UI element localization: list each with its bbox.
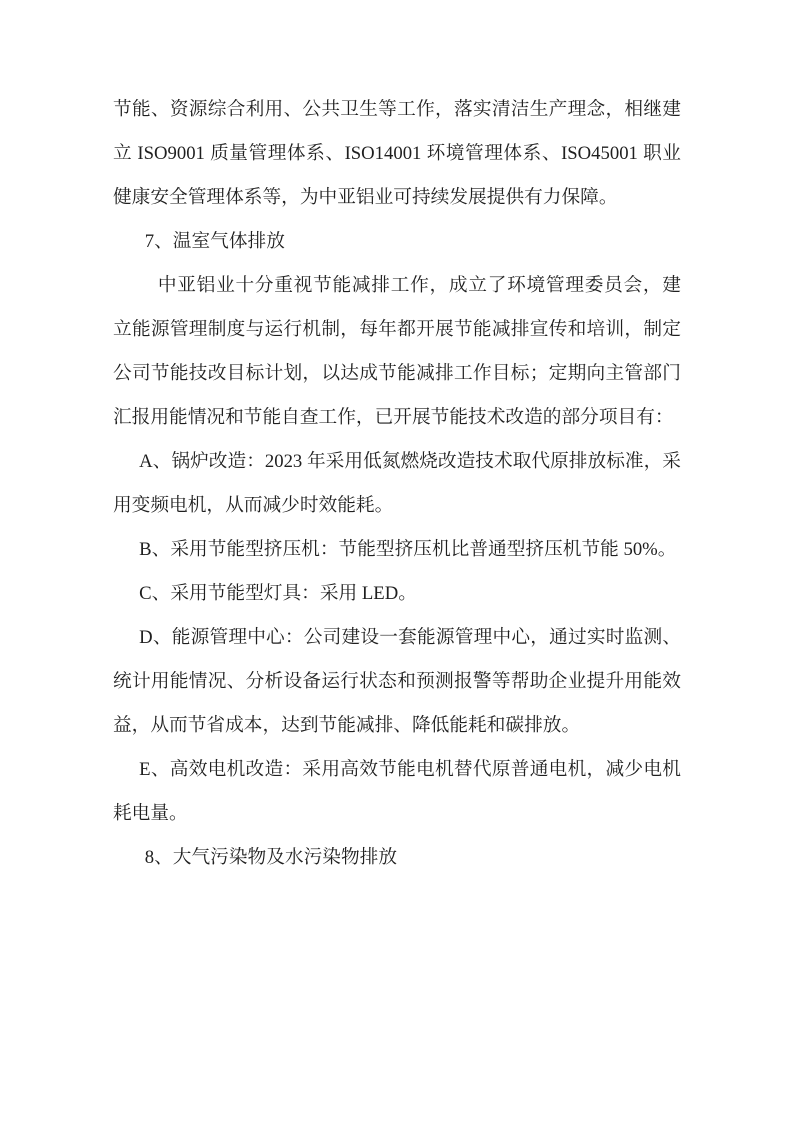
- list-item-c-led-lighting: C、采用节能型灯具：采用 LED。: [139, 583, 417, 604]
- heading-section-7-greenhouse-gas: 7、温室气体排放: [144, 231, 285, 252]
- list-item-b-energy-saving-extruder: B、采用节能型挤压机：节能型挤压机比普通型挤压机节能 50%。: [139, 539, 677, 560]
- document-body: [113, 88, 681, 880]
- list-item-d-energy-management-center: D、能源管理中心：公司建设一套能源管理中心，通过实时监测、统计用能情况、分析设备运行状态和预测报警等帮助企业提升用能效益，从而节省成本，达到节能减排、降低能耗和碳排放。: [113, 627, 681, 736]
- paragraph-management-systems: 节能、资源综合利用、公共卫生等工作，落实清洁生产理念，相继建立 ISO9001 质量管理体系、ISO14001 环境管理体系、ISO45001 职业健康安全管理体系等，为中亚铝业可持续发展提供有力保障。: [113, 99, 681, 208]
- list-item-e-high-efficiency-motor: E、高效电机改造：采用高效节能电机替代原普通电机，减少电机耗电量。: [113, 759, 681, 824]
- heading-section-8-pollutant-emissions: 8、大气污染物及水污染物排放: [144, 847, 398, 868]
- list-item-a-boiler-retrofit: A、锅炉改造：2023 年采用低氮燃烧改造技术取代原排放标准，采用变频电机，从而减少时效能耗。: [113, 451, 681, 516]
- paragraph-energy-management-overview: 中亚铝业十分重视节能减排工作，成立了环境管理委员会，建立能源管理制度与运行机制，每年都开展节能减排宣传和培训，制定公司节能技改目标计划，以达成节能减排工作目标；定期向主管部门汇报用能情况和节能自查工作，已开展节能技术改造的部分项目有：: [113, 275, 681, 428]
